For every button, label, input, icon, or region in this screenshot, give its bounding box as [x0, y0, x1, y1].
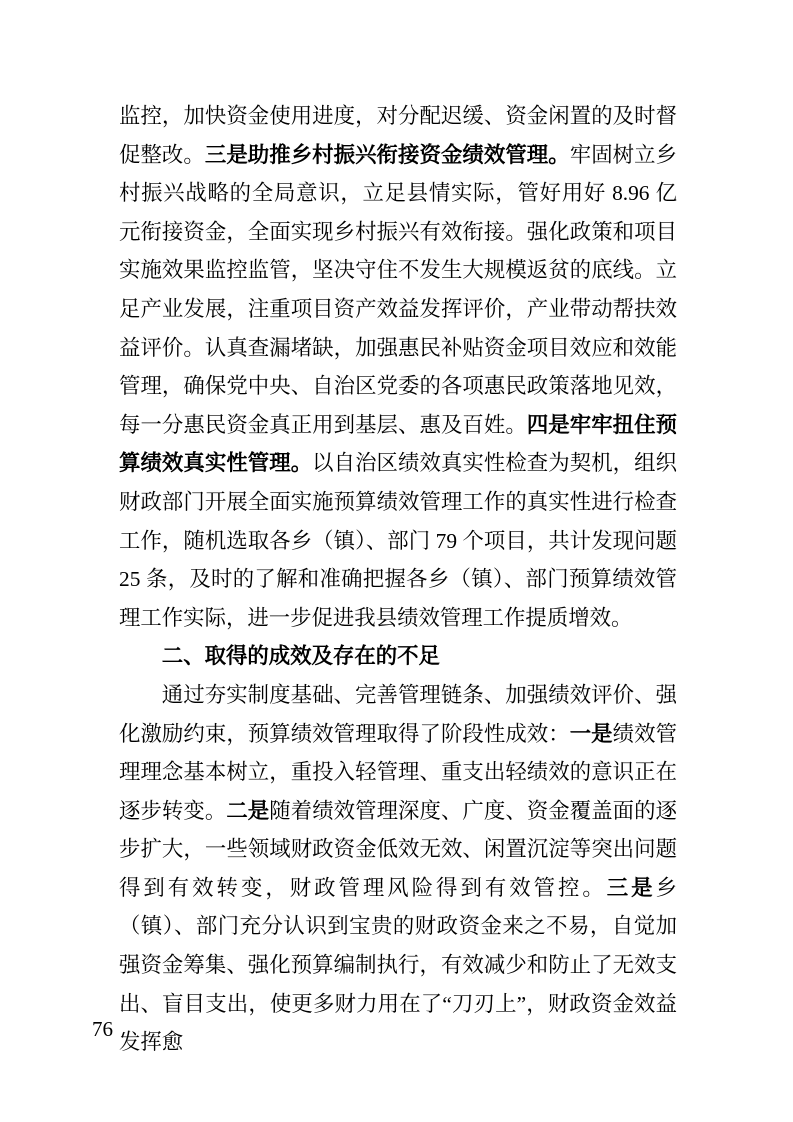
section-heading: 二、取得的成效及存在的不足: [161, 644, 440, 669]
bold-run: 三是助推乡村振兴衔接资金绩效管理。: [204, 142, 570, 167]
text-run: 乡（镇）、部门充分认识到宝贵的财政资金来之不易，自觉加强资金筹集、强化预算编制执行，有效减少和防止了无效支出、盲目支出，使更多财力用在了“刀刃上”，财政资金效益发挥愈: [119, 875, 677, 1055]
text-run: 通过夯实制度基础、完善管理链条、加强绩效评价、强化激励约束，预算绩效管理取得了阶段性成效：: [119, 682, 677, 746]
text-run: 随着绩效管理深度、广度、资金覆盖面的逐步扩大，一些领域财政资金低效无效、闲置沉淀等突出问题得到有效转变，财政管理风险得到有效管控。: [119, 798, 677, 900]
page-number: 76: [92, 1017, 113, 1041]
body-paragraph-1: [119, 97, 677, 637]
text-run: 监控，加快资金使用进度，对分配迟缓、资金闲置的及时督促整改。: [119, 104, 677, 167]
bold-run: 三是: [606, 875, 656, 900]
text-run: 以自治区绩效真实性检查为契机，组织财政部门开展全面实施预算绩效管理工作的真实性进行检查工作，随机选取各乡（镇）、部门 79 个项目，共计发现问题 25 条，及时的了解和准确把握各乡（镇）、部门预算绩效管理工作实际，进一步促进我县绩效管理工作提质增效。: [119, 451, 677, 630]
text-run: 绩效管理理念基本树立，重投入轻管理、重支出轻绩效的意识正在逐步转变。: [119, 721, 677, 823]
bold-run: 二是: [226, 798, 270, 823]
text-run: 牢固树立乡村振兴战略的全局意识，立足县情实际，管好用好 8.96 亿元衔接资金，全面实现乡村振兴有效衔接。强化政策和项目实施效果监控监管，坚决守住不发生大规模返贫的底线。立足产业发展，注重项目资产效益发挥评价，产业带动帮扶效益评价。认真查漏堵缺，加强惠民补贴资金项目效应和效能管理，确保党中央、自治区党委的各项惠民政策落地见效，每一分惠民资金真正用到基层、惠及百姓。: [119, 142, 677, 437]
body-paragraph-2: [119, 676, 677, 1062]
text-block: [119, 97, 677, 1062]
bold-run: 一是: [569, 721, 613, 746]
bold-run: 四是牢牢扭住预算绩效真实性管理。: [119, 412, 677, 476]
